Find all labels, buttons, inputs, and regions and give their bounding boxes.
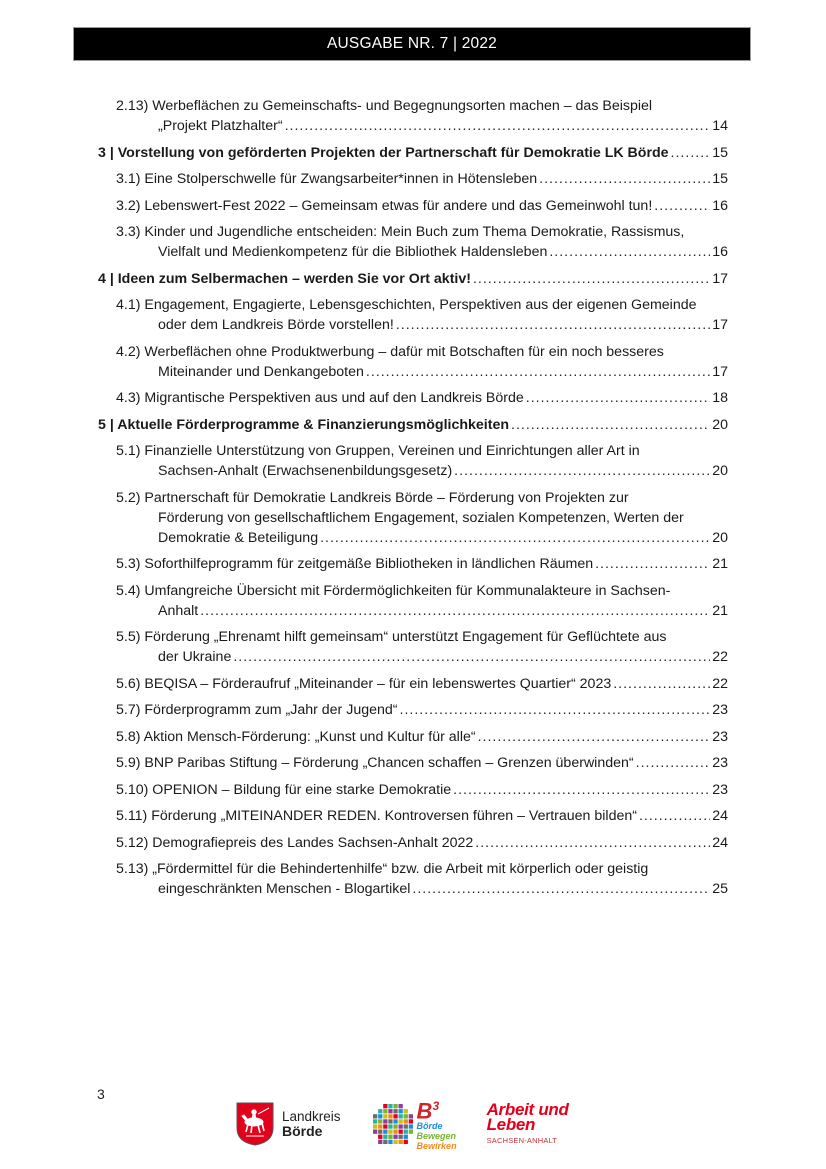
mosaic-tile — [403, 1134, 407, 1138]
aul-line1: Arbeit und — [486, 1100, 569, 1120]
toc-entry-title: 5.5) Förderung „Ehrenamt hilft gemeinsam“ unterstützt Engagement für Geflüchtete aus — [116, 629, 667, 645]
toc-section-entry[interactable] — [98, 96, 728, 136]
landkreis-label: Landkreis — [282, 1108, 341, 1124]
dot-leader — [285, 116, 711, 136]
toc-page-number: 23 — [712, 781, 728, 798]
toc-entry-title: Anhalt — [158, 602, 199, 619]
landkreis-boerde-logo — [236, 1102, 341, 1146]
dot-leader — [400, 700, 711, 720]
dot-leader — [396, 315, 710, 335]
mosaic-tile — [383, 1124, 387, 1128]
mosaic-tile — [378, 1124, 382, 1128]
b3-mark: B — [416, 1098, 433, 1124]
toc-entry-title: 5.12) Demografiepreis des Landes Sachsen-Anhalt 2022 — [116, 834, 474, 851]
toc-page-number: 14 — [712, 118, 728, 134]
toc-section-entry[interactable] — [98, 674, 728, 694]
dot-leader — [412, 879, 710, 899]
mosaic-tile — [398, 1104, 402, 1108]
toc-section-entry[interactable] — [98, 806, 728, 826]
toc-entry-title: 5.7) Förderprogramm zum „Jahr der Jugend“ — [116, 702, 398, 718]
toc-entry-title: 5.13) „Fördermittel für die Behindertenhilfe“ bzw. die Arbeit mit körperlich oder geistig — [116, 861, 649, 877]
toc-chapter-entry[interactable] — [98, 143, 728, 163]
mosaic-tile — [378, 1119, 382, 1123]
toc-page-number: 17 — [712, 317, 728, 333]
mosaic-tile — [393, 1109, 397, 1113]
mosaic-tile — [398, 1134, 402, 1138]
mosaic-tile — [383, 1119, 387, 1123]
toc-page-number: 23 — [712, 728, 728, 745]
toc-section-entry[interactable] — [98, 700, 728, 720]
table-of-contents — [98, 96, 728, 906]
mosaic-tile — [383, 1109, 387, 1113]
dot-leader — [639, 806, 710, 826]
mosaic-tile — [373, 1129, 377, 1133]
coat-of-arms-icon — [236, 1102, 274, 1146]
toc-entry-title: 3.3) Kinder und Jugendliche entscheiden: Mein Buch zum Thema Demokratie, Rassismus, — [116, 224, 685, 240]
toc-chapter-entry[interactable] — [98, 415, 728, 435]
issue-title: AUSGABE NR. 7 | 2022 — [327, 35, 497, 52]
mosaic-tile — [378, 1139, 382, 1143]
toc-page-number: 24 — [712, 834, 728, 851]
toc-entry-title: 5 | Aktuelle Förderprogramme & Finanzierungsmöglichkeiten — [98, 416, 510, 433]
toc-entry-title: 3.1) Eine Stolperschwelle für Zwangsarbeiter*innen in Hötensleben — [116, 171, 538, 187]
toc-entry-title: 4.3) Migrantische Perspektiven aus und auf den Landkreis Börde — [116, 390, 524, 406]
mosaic-tile — [383, 1139, 387, 1143]
toc-entry-title: „Projekt Platzhalter“ — [158, 118, 283, 134]
mosaic-tile — [393, 1139, 397, 1143]
dot-leader — [654, 196, 710, 216]
toc-entry-title: Förderung von gesellschaftlichem Engagement, sozialen Kompetenzen, Werten der — [158, 509, 684, 526]
mosaic-map-icon — [371, 1102, 415, 1146]
mosaic-tile — [403, 1119, 407, 1123]
toc-page-number: 21 — [712, 556, 728, 572]
boerde-label: Börde — [282, 1122, 323, 1139]
mosaic-tile — [378, 1109, 382, 1113]
mosaic-tile — [403, 1114, 407, 1118]
mosaic-tile — [408, 1119, 412, 1123]
toc-page-number: 25 — [712, 881, 728, 897]
toc-page-number: 20 — [712, 416, 728, 433]
mosaic-tile — [408, 1124, 412, 1128]
toc-page-number: 15 — [712, 171, 728, 187]
mosaic-tile — [378, 1129, 382, 1133]
mosaic-tile — [388, 1129, 392, 1133]
toc-page-number: 22 — [712, 675, 728, 692]
toc-entry-title: 5.10) OPENION – Bildung für eine starke Demokratie — [116, 781, 452, 798]
toc-page-number: 23 — [712, 755, 728, 771]
mosaic-tile — [398, 1119, 402, 1123]
toc-entry-title: 5.2) Partnerschaft für Demokratie Landkreis Börde – Förderung von Projekten zur — [116, 489, 629, 506]
toc-entry-title: Miteinander und Denkangeboten — [158, 363, 364, 380]
toc-page-number: 20 — [712, 463, 728, 479]
mosaic-tile — [383, 1134, 387, 1138]
toc-entry-title: 5.8) Aktion Mensch-Förderung: „Kunst und Kultur für alle“ — [116, 728, 476, 745]
mosaic-tile — [388, 1134, 392, 1138]
dot-leader — [366, 362, 710, 382]
toc-page-number: 21 — [712, 602, 728, 619]
toc-entry-title: 4.2) Werbeflächen ohne Produktwerbung – dafür mit Botschaften für ein noch besseres — [116, 343, 664, 360]
toc-section-entry[interactable] — [98, 295, 728, 335]
mosaic-tile — [393, 1104, 397, 1108]
toc-entry-title: 5.1) Finanzielle Unterstützung von Gruppen, Vereinen und Einrichtungen aller Art in — [116, 443, 640, 459]
toc-entry-title: 5.11) Förderung „MITEINANDER REDEN. Kontroversen führen – Vertrauen bilden“ — [116, 808, 637, 824]
dot-leader — [473, 269, 710, 289]
b3-line-bewegen: Bewegen — [416, 1131, 457, 1142]
toc-section-entry[interactable] — [98, 441, 728, 481]
b3-line-bewirken: Bewirken — [416, 1141, 457, 1152]
toc-entry-title: 5.4) Umfangreiche Übersicht mit Fördermöglichkeiten für Kommunalakteure in Sachsen- — [116, 582, 671, 599]
mosaic-tile — [388, 1114, 392, 1118]
toc-section-entry[interactable] — [98, 780, 728, 800]
dot-leader — [549, 242, 710, 262]
mosaic-tile — [378, 1134, 382, 1138]
toc-entry-title: 3 | Vorstellung von geförderten Projekten der Partnerschaft für Demokratie LK Börde — [98, 144, 669, 161]
toc-section-entry[interactable] — [98, 169, 728, 189]
arbeit-und-leben-logo — [487, 1102, 569, 1145]
mosaic-tile — [388, 1124, 392, 1128]
dot-leader — [613, 674, 710, 694]
toc-section-entry[interactable] — [98, 581, 728, 621]
mosaic-tile — [383, 1129, 387, 1133]
toc-page-number: 20 — [712, 529, 728, 546]
toc-chapter-entry[interactable] — [98, 269, 728, 289]
toc-entry-title: 3.2) Lebenswert-Fest 2022 – Gemeinsam etwas für andere und das Gemeinwohl tun! — [116, 197, 653, 214]
toc-section-entry[interactable] — [98, 753, 728, 773]
mosaic-tile — [393, 1124, 397, 1128]
mosaic-tile — [373, 1124, 377, 1128]
mosaic-tile — [408, 1129, 412, 1133]
toc-section-entry[interactable] — [98, 627, 728, 667]
dot-leader — [320, 528, 710, 548]
dot-leader — [595, 554, 710, 574]
mosaic-tile — [393, 1119, 397, 1123]
mosaic-tile — [373, 1114, 377, 1118]
toc-page-number: 16 — [712, 197, 728, 214]
toc-page-number: 17 — [712, 363, 728, 380]
toc-entry-title: oder dem Landkreis Börde vorstellen! — [158, 317, 394, 333]
mosaic-tile — [403, 1139, 407, 1143]
toc-page-number: 17 — [712, 270, 728, 287]
toc-section-entry[interactable] — [98, 488, 728, 548]
b3-logo — [371, 1096, 457, 1151]
toc-entry-title: 5.3) Soforthilfeprogramm für zeitgemäße Bibliotheken in ländlichen Räumen — [116, 556, 594, 572]
toc-entry-title: 4 | Ideen zum Selbermachen – werden Sie vor Ort aktiv! — [98, 270, 471, 287]
dot-leader — [454, 461, 710, 481]
mosaic-tile — [383, 1114, 387, 1118]
mosaic-tile — [403, 1124, 407, 1128]
dot-leader — [526, 388, 710, 408]
dot-leader — [233, 647, 710, 667]
toc-entry-title: 4.1) Engagement, Engagierte, Lebensgeschichten, Perspektiven aus der eigenen Gemeinde — [116, 297, 697, 313]
dot-leader — [475, 833, 710, 853]
mosaic-tile — [393, 1134, 397, 1138]
dot-leader — [671, 143, 711, 163]
mosaic-tile — [373, 1119, 377, 1123]
dot-leader — [511, 415, 710, 435]
mosaic-tile — [398, 1109, 402, 1113]
mosaic-tile — [388, 1104, 392, 1108]
toc-entry-title: 5.6) BEQISA – Förderaufruf „Miteinander – für ein lebenswertes Quartier“ 2023 — [116, 675, 612, 692]
aul-line2: Leben — [486, 1115, 536, 1135]
toc-section-entry[interactable] — [98, 727, 728, 747]
mosaic-tile — [388, 1119, 392, 1123]
toc-entry-title: eingeschränkten Menschen - Blogartikel — [158, 881, 411, 897]
toc-section-entry[interactable] — [98, 342, 728, 382]
mosaic-tile — [393, 1129, 397, 1133]
mosaic-tile — [403, 1129, 407, 1133]
mosaic-tile — [388, 1109, 392, 1113]
mosaic-tile — [378, 1114, 382, 1118]
mosaic-tile — [398, 1139, 402, 1143]
toc-entry-title: Vielfalt und Medienkompetenz für die Bibliothek Haldensleben — [158, 244, 548, 260]
toc-page-number: 16 — [712, 244, 728, 260]
b3-sup: 3 — [432, 1099, 440, 1113]
footer-logos — [236, 1096, 569, 1151]
toc-page-number: 23 — [712, 702, 728, 718]
toc-section-entry[interactable] — [98, 196, 728, 216]
dot-leader — [200, 601, 710, 621]
mosaic-tile — [403, 1109, 407, 1113]
aul-region: SACHSEN-ANHALT — [486, 1136, 558, 1146]
mosaic-tile — [398, 1124, 402, 1128]
toc-section-entry[interactable] — [98, 222, 728, 262]
toc-page-number: 22 — [712, 649, 728, 665]
mosaic-tile — [393, 1114, 397, 1118]
toc-entry-title: Demokratie & Beteiligung — [158, 529, 319, 546]
toc-entry-title: Sachsen-Anhalt (Erwachsenenbildungsgesetz) — [158, 463, 453, 479]
toc-page-number: 18 — [712, 390, 728, 406]
toc-page-number: 15 — [712, 144, 728, 161]
dot-leader — [478, 727, 711, 747]
toc-section-entry[interactable] — [98, 833, 728, 853]
dot-leader — [539, 169, 710, 189]
toc-entry-title: 5.9) BNP Paribas Stiftung – Förderung „Chancen schaffen – Grenzen überwinden“ — [116, 755, 634, 771]
mosaic-tile — [383, 1104, 387, 1108]
toc-section-entry[interactable] — [98, 388, 728, 408]
mosaic-tile — [388, 1139, 392, 1143]
toc-section-entry[interactable] — [98, 554, 728, 574]
toc-entry-title: der Ukraine — [158, 649, 232, 665]
mosaic-tile — [408, 1114, 412, 1118]
dot-leader — [453, 780, 710, 800]
mosaic-tile — [398, 1114, 402, 1118]
mosaic-tile — [398, 1129, 402, 1133]
issue-header-bar — [74, 28, 750, 60]
page-number: 3 — [97, 1086, 105, 1102]
toc-page-number: 24 — [712, 808, 728, 824]
toc-section-entry[interactable] — [98, 859, 728, 899]
dot-leader — [636, 753, 711, 773]
toc-entry-title: 2.13) Werbeflächen zu Gemeinschafts- und Begegnungsorten machen – das Beispiel — [116, 98, 653, 114]
b3-line-boerde: Börde — [416, 1121, 443, 1132]
